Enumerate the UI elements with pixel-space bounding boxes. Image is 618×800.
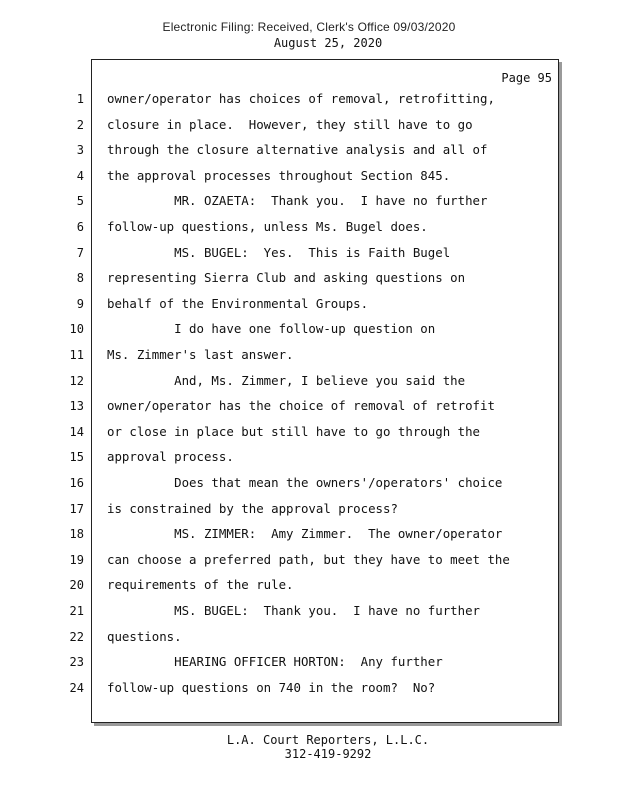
line-number: 20 (69, 578, 84, 593)
transcript-line (0, 550, 618, 570)
line-number: 8 (76, 271, 84, 286)
filing-stamp: Electronic Filing: Received, Clerk's Office 09/03/2020 (162, 20, 456, 34)
line-text: follow-up questions, unless Ms. Bugel does. (107, 219, 428, 234)
line-text: MS. ZIMMER: Amy Zimmer. The owner/operator (107, 526, 503, 542)
line-number: 21 (69, 604, 84, 618)
transcript-line (0, 524, 618, 544)
line-number: 11 (69, 348, 84, 362)
line-text: closure in place. However, they still have to go (107, 116, 473, 132)
transcript-line (0, 191, 618, 211)
line-number: 23 (69, 655, 84, 670)
transcript-line (0, 396, 618, 416)
line-text: approval process. (107, 449, 234, 465)
line-text: MR. OZAETA: Thank you. I have no further (107, 193, 488, 209)
line-text: owner/operator has the choice of removal of retrofit (107, 398, 495, 414)
transcript-line (0, 627, 618, 647)
line-number: 10 (69, 322, 84, 337)
transcript-line (0, 166, 618, 186)
court-reporter-name: L.A. Court Reporters, L.L.C. (226, 733, 430, 747)
line-number: 5 (76, 194, 84, 209)
line-text: Ms. Zimmer's last answer. (107, 347, 294, 362)
transcript-line (0, 447, 618, 467)
transcript-line (0, 371, 618, 391)
line-text: And, Ms. Zimmer, I believe you said the (107, 372, 466, 388)
line-number: 22 (69, 629, 84, 644)
transcript-line (0, 319, 618, 339)
court-reporter-phone: 312-419-9292 (284, 747, 372, 761)
transcript-line (0, 89, 618, 109)
line-text: through the closure alternative analysis and all of (107, 142, 488, 158)
line-number: 24 (69, 680, 84, 695)
transcript-line (0, 345, 618, 365)
line-text: MS. BUGEL: Thank you. I have no further (107, 603, 480, 618)
line-text: follow-up questions on 740 in the room? No? (107, 679, 436, 695)
page-number: Page 95 (501, 71, 552, 85)
line-number: 4 (76, 168, 84, 183)
line-text: the approval processes throughout Section 845. (107, 167, 451, 183)
transcript-line (0, 294, 618, 314)
line-number: 3 (76, 143, 84, 158)
line-number: 18 (69, 527, 84, 542)
line-text: owner/operator has choices of removal, retrofitting, (107, 91, 495, 106)
line-text: can choose a preferred path, but they have to meet the (107, 551, 510, 567)
transcript-line (0, 243, 618, 263)
line-text: questions. (107, 628, 182, 644)
line-number: 9 (76, 296, 84, 311)
line-number: 1 (76, 92, 84, 106)
transcript-line (0, 575, 618, 595)
transcript-line (0, 499, 618, 519)
line-number: 2 (76, 117, 84, 132)
transcript-line (0, 217, 618, 237)
line-text: representing Sierra Club and asking questions on (107, 270, 466, 286)
hearing-date: August 25, 2020 (273, 36, 383, 50)
transcript-line (0, 140, 618, 160)
line-number: 7 (76, 245, 84, 260)
line-text: behalf of the Environmental Groups. (107, 295, 369, 311)
line-number: 14 (69, 424, 84, 439)
transcript-line (0, 678, 618, 698)
transcript-line (0, 115, 618, 135)
line-text: I do have one follow-up question on (107, 321, 436, 337)
transcript-line (0, 601, 618, 621)
transcript-line (0, 473, 618, 493)
line-text: MS. BUGEL: Yes. This is Faith Bugel (107, 244, 451, 260)
transcript-line (0, 652, 618, 672)
line-text: Does that mean the owners'/operators' choice (107, 475, 503, 490)
line-number: 15 (69, 450, 84, 465)
line-text: or close in place but still have to go through the (107, 423, 480, 439)
line-number: 16 (69, 476, 84, 490)
line-number: 6 (76, 220, 84, 234)
line-text: HEARING OFFICER HORTON: Any further (107, 654, 443, 670)
line-number: 19 (69, 552, 84, 567)
line-number: 17 (69, 501, 84, 516)
line-number: 13 (69, 399, 84, 414)
line-text: requirements of the rule. (107, 577, 294, 593)
line-number: 12 (69, 373, 84, 388)
transcript-line (0, 422, 618, 442)
line-text: is constrained by the approval process? (107, 500, 398, 516)
transcript-line (0, 268, 618, 288)
